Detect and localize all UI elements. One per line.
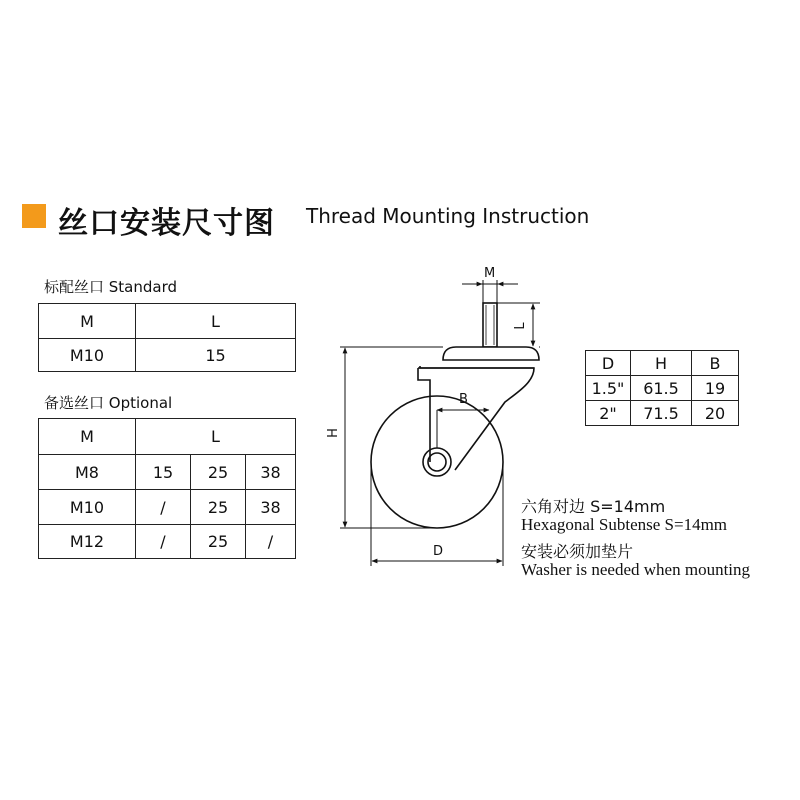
note-washer-en: Washer is needed when mounting [521, 560, 751, 579]
note-hex-en: Hexagonal Subtense S=14mm [521, 515, 728, 534]
dim-cell: 71.5 [631, 401, 692, 426]
optional-cell: / [246, 525, 296, 559]
dimension-table [585, 350, 739, 426]
dim-header-d: D [586, 351, 631, 376]
label-l: L [513, 322, 528, 330]
note-washer-cn: 安装必须加垫片 [521, 542, 634, 561]
standard-header-m: M [39, 304, 136, 339]
optional-header-m: M [39, 419, 136, 455]
title-english: Thread Mounting Instruction [306, 204, 590, 228]
dim-cell: 1.5" [586, 376, 631, 401]
optional-cell: 38 [246, 490, 296, 525]
optional-cell: M12 [39, 525, 136, 559]
dim-cell: 19 [692, 376, 739, 401]
swivel-plate [443, 347, 539, 360]
label-b: B [459, 392, 468, 407]
optional-cell: 25 [191, 490, 246, 525]
dim-cell: 61.5 [631, 376, 692, 401]
optional-cell: 25 [191, 525, 246, 559]
standard-cell-m: M10 [39, 339, 136, 372]
optional-caption: 备选丝口 Optional [44, 394, 173, 412]
dim-header-h: H [631, 351, 692, 376]
dim-cell: 2" [586, 401, 631, 426]
optional-cell: M10 [39, 490, 136, 525]
title-chinese: 丝口安装尺寸图 [58, 206, 275, 241]
optional-cell: M8 [39, 455, 136, 490]
label-d: D [433, 544, 444, 559]
thread-stud [483, 303, 497, 347]
table-row [586, 401, 739, 426]
table-row [586, 376, 739, 401]
standard-cell-l: 15 [136, 339, 296, 372]
standard-header-l: L [136, 304, 296, 339]
standard-caption: 标配丝口 Standard [44, 278, 178, 296]
optional-cell: 38 [246, 455, 296, 490]
optional-cell: 15 [136, 455, 191, 490]
fork-leg [418, 368, 430, 462]
optional-cell: / [136, 490, 191, 525]
label-h: H [326, 428, 341, 438]
dim-header-b: B [692, 351, 739, 376]
label-m: M [484, 266, 496, 281]
optional-cell: / [136, 525, 191, 559]
optional-header-l: L [136, 419, 296, 455]
dim-cell: 20 [692, 401, 739, 426]
optional-cell: 25 [191, 455, 246, 490]
note-hex-cn: 六角对边 S=14mm [521, 497, 666, 516]
